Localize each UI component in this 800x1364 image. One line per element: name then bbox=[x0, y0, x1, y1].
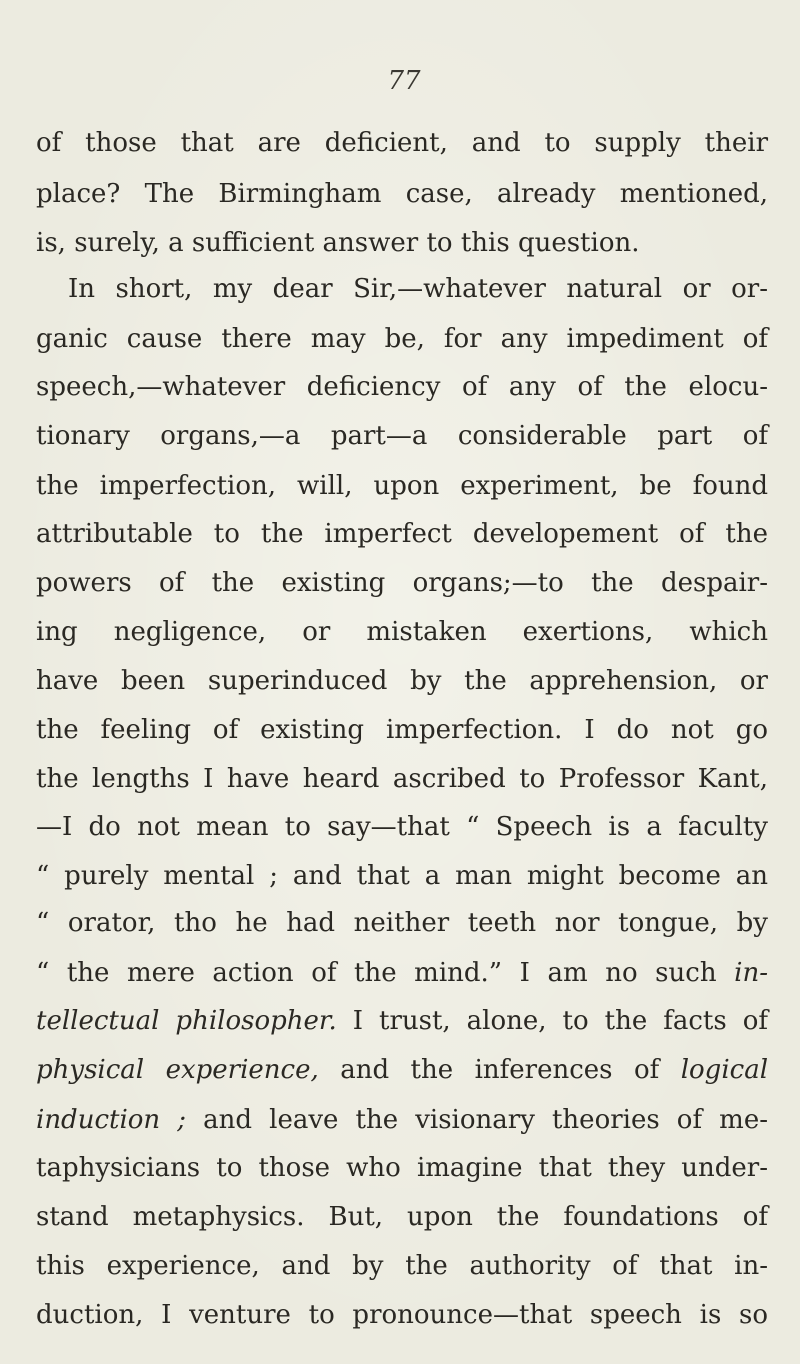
text-line bbox=[36, 126, 768, 160]
text-line bbox=[36, 1249, 768, 1283]
text-line bbox=[36, 859, 768, 893]
text-segment: ing negligence, or mistaken exertions, which bbox=[36, 617, 768, 647]
text-line bbox=[36, 1298, 768, 1332]
italic-text-segment: logical bbox=[680, 1055, 769, 1085]
text-segment: is, surely, a sufficient answer to this question. bbox=[36, 228, 640, 258]
text-line bbox=[36, 615, 768, 649]
text-segment: speech,—whatever deficiency of any of the elocu- bbox=[36, 372, 768, 402]
text-segment: and the inferences of bbox=[318, 1055, 681, 1085]
text-line bbox=[36, 1103, 768, 1137]
text-line bbox=[36, 469, 768, 503]
text-line bbox=[36, 762, 768, 796]
italic-text-segment: physical experience, bbox=[36, 1055, 319, 1085]
text-line bbox=[36, 566, 768, 600]
text-line bbox=[68, 272, 768, 306]
text-line bbox=[36, 226, 640, 260]
text-segment: the lengths I have heard ascribed to Professor Kant, bbox=[36, 764, 768, 794]
text-line bbox=[36, 1004, 768, 1038]
text-line bbox=[36, 906, 768, 940]
text-segment: In short, my dear Sir,—whatever natural or or- bbox=[68, 274, 768, 304]
text-line bbox=[36, 713, 768, 747]
text-line bbox=[36, 664, 768, 698]
text-segment: I trust, alone, to the facts of bbox=[336, 1006, 768, 1036]
text-line bbox=[36, 1151, 768, 1185]
text-segment: duction, I venture to pronounce—that speech is so bbox=[36, 1300, 768, 1330]
text-line bbox=[36, 810, 768, 844]
page-number: 77 bbox=[387, 66, 421, 96]
text-line bbox=[36, 1200, 768, 1234]
text-segment: powers of the existing organs;—to the despair- bbox=[36, 568, 768, 598]
text-segment: the imperfection, will, upon experiment, be found bbox=[36, 471, 768, 501]
text-segment: taphysicians to those who imagine that they under- bbox=[36, 1153, 768, 1183]
text-segment: “ orator, tho he had neither teeth nor tongue, by bbox=[36, 908, 768, 938]
text-segment: the feeling of existing imperfection. I do not go bbox=[36, 715, 768, 745]
text-line bbox=[36, 370, 768, 404]
text-segment: place? The Birmingham case, already mentioned, bbox=[36, 179, 768, 209]
text-line bbox=[36, 1053, 768, 1087]
text-line bbox=[36, 322, 768, 356]
text-segment: have been superinduced by the apprehension, or bbox=[36, 666, 768, 696]
text-line bbox=[36, 517, 768, 551]
text-segment: —I do not mean to say—that “ Speech is a faculty bbox=[36, 812, 768, 842]
text-segment: of those that are deficient, and to supply their bbox=[36, 128, 768, 158]
text-line bbox=[36, 177, 768, 211]
text-segment: “ the mere action of the mind.” I am no such bbox=[36, 958, 735, 988]
text-line bbox=[36, 956, 768, 990]
text-segment: stand metaphysics. But, upon the foundations of bbox=[36, 1202, 768, 1232]
text-line bbox=[36, 419, 768, 453]
italic-text-segment: in- bbox=[734, 958, 768, 988]
text-segment: “ purely mental ; and that a man might become an bbox=[36, 861, 768, 891]
text-segment: tionary organs,—a part—a considerable part of bbox=[36, 421, 768, 451]
text-segment: and leave the visionary theories of me- bbox=[186, 1105, 769, 1135]
italic-text-segment: induction ; bbox=[36, 1105, 187, 1135]
text-segment: attributable to the imperfect developement of the bbox=[36, 519, 768, 549]
italic-text-segment: tellectual philosopher. bbox=[36, 1006, 337, 1036]
text-segment: this experience, and by the authority of that in- bbox=[36, 1251, 768, 1281]
text-segment: ganic cause there may be, for any impediment of bbox=[36, 324, 768, 354]
